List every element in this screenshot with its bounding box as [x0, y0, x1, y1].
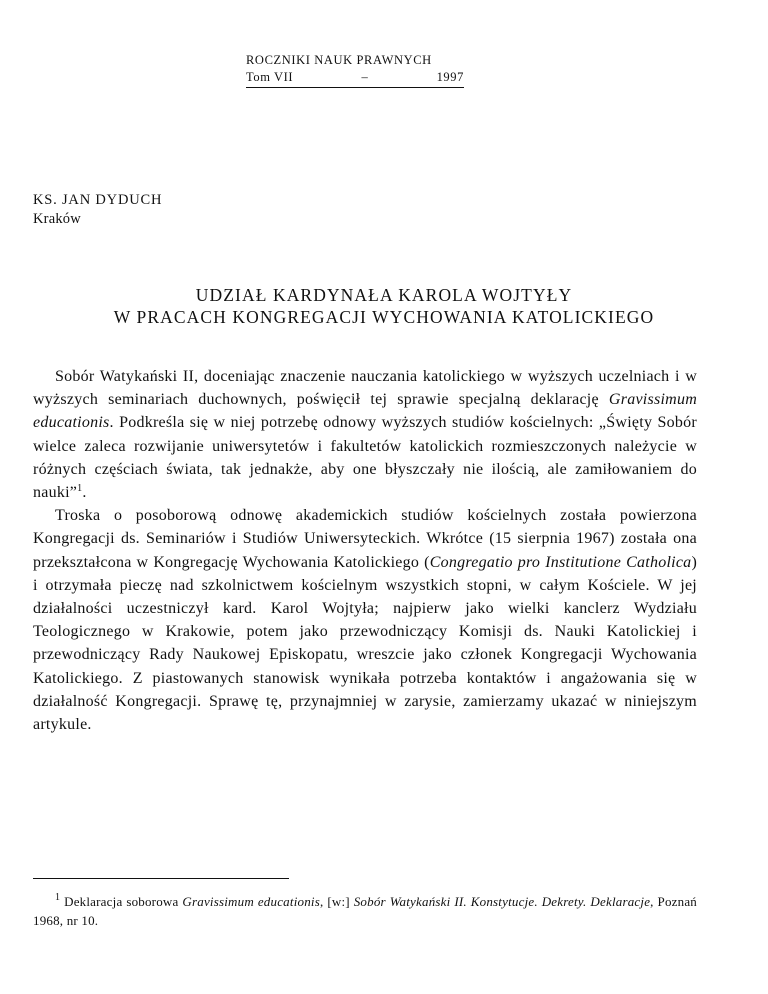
article-title-line-2: W PRACACH KONGREGACJI WYCHOWANIA KATOLICKIEGO	[113, 307, 655, 327]
author-block	[33, 191, 162, 229]
footnote-italic-b: Sobór Watykański II. Konstytucje. Dekrety. Deklaracje	[353, 894, 651, 909]
journal-title: ROCZNIKI NAUK PRAWNYCH	[246, 53, 432, 67]
author-name: KS. JAN DYDUCH	[33, 192, 163, 208]
article-title	[0, 284, 768, 328]
footnote-text-a: Deklaracja soborowa	[60, 894, 183, 909]
paragraph-1-italic: Gravissimum educationis	[33, 391, 697, 432]
footnote-italic-a: Gravissimum educationis	[182, 894, 320, 909]
paragraph-2-text-b: ) i otrzymała pieczę nad szkolnictwem kościelnym wszystkich stopni, w całym Kościele. W jej działalności uczestniczył kard. Karol Wojtyła; najpierw jako wielki kanclerz Wydziału Teologicznego w Krakowie, potem jako przewodniczący Komisji ds. Nauki Katolickiej i przewodniczący Rady Naukowej Episkopatu, wreszcie jako członek Kongregacji Wychowania Katolickiego. Z piastowanych stanowisk wynikała potrzeba kontaktów i angażowania się w działalność Kongregacji. Sprawę tę, przynajmniej w zarysie, zamierzamy ukazać w niniejszym artykule.	[33, 553, 698, 734]
volume-dash: –	[361, 70, 369, 84]
paragraph-2-text-a: Troska o posoborową odnowę akademickich studiów kościelnych została powierzona Kongregacji ds. Seminariów i Studiów Uniwersyteckich. Wkrótce (15 sierpnia 1967) została ona przekształcona w Kongregację Wychowania Katolickiego (	[33, 507, 697, 571]
volume-year: 1997	[436, 70, 464, 84]
volume-number: Tom VII	[246, 70, 294, 84]
author-city: Kraków	[33, 211, 81, 227]
article-body	[33, 365, 697, 736]
paragraph-1-text-b: . Podkreśla się w niej potrzebę odnowy wyższych studiów kościelnych: „Święty Sobór wielce zaleca rozwijanie uniwersytetów i fakultetów katolickich rozmieszczonych należycie w różnych częściach świata, tak jednakże, aby one błyszczały nie ilością, ale zamiłowaniem do nauki”	[33, 414, 697, 502]
footnote-number: 1	[55, 892, 61, 903]
footnote-text-b: , [w:]	[319, 894, 354, 909]
paragraph-1-text-c: .	[82, 484, 87, 502]
footnote-1	[33, 893, 697, 930]
footnote-divider	[33, 878, 289, 879]
paragraph-1	[33, 365, 697, 504]
paragraph-2	[33, 504, 697, 736]
article-title-line-1: UDZIAŁ KARDYNAŁA KAROLA WOJTYŁY	[195, 285, 573, 305]
footnote-ref-1[interactable]: 1	[77, 483, 83, 495]
journal-masthead	[246, 52, 464, 88]
footnote-text-c: , Poznań 1968, nr 10.	[33, 894, 698, 928]
paragraph-2-italic: Congregatio pro Institutione Catholica	[429, 553, 692, 571]
volume-line	[246, 69, 464, 88]
paragraph-1-text-a: Sobór Watykański II, doceniając znaczenie nauczania katolickiego w wyższych uczelniach i w wyższych seminariach duchownych, poświęcił tej sprawie specjalną deklarację	[33, 368, 697, 409]
